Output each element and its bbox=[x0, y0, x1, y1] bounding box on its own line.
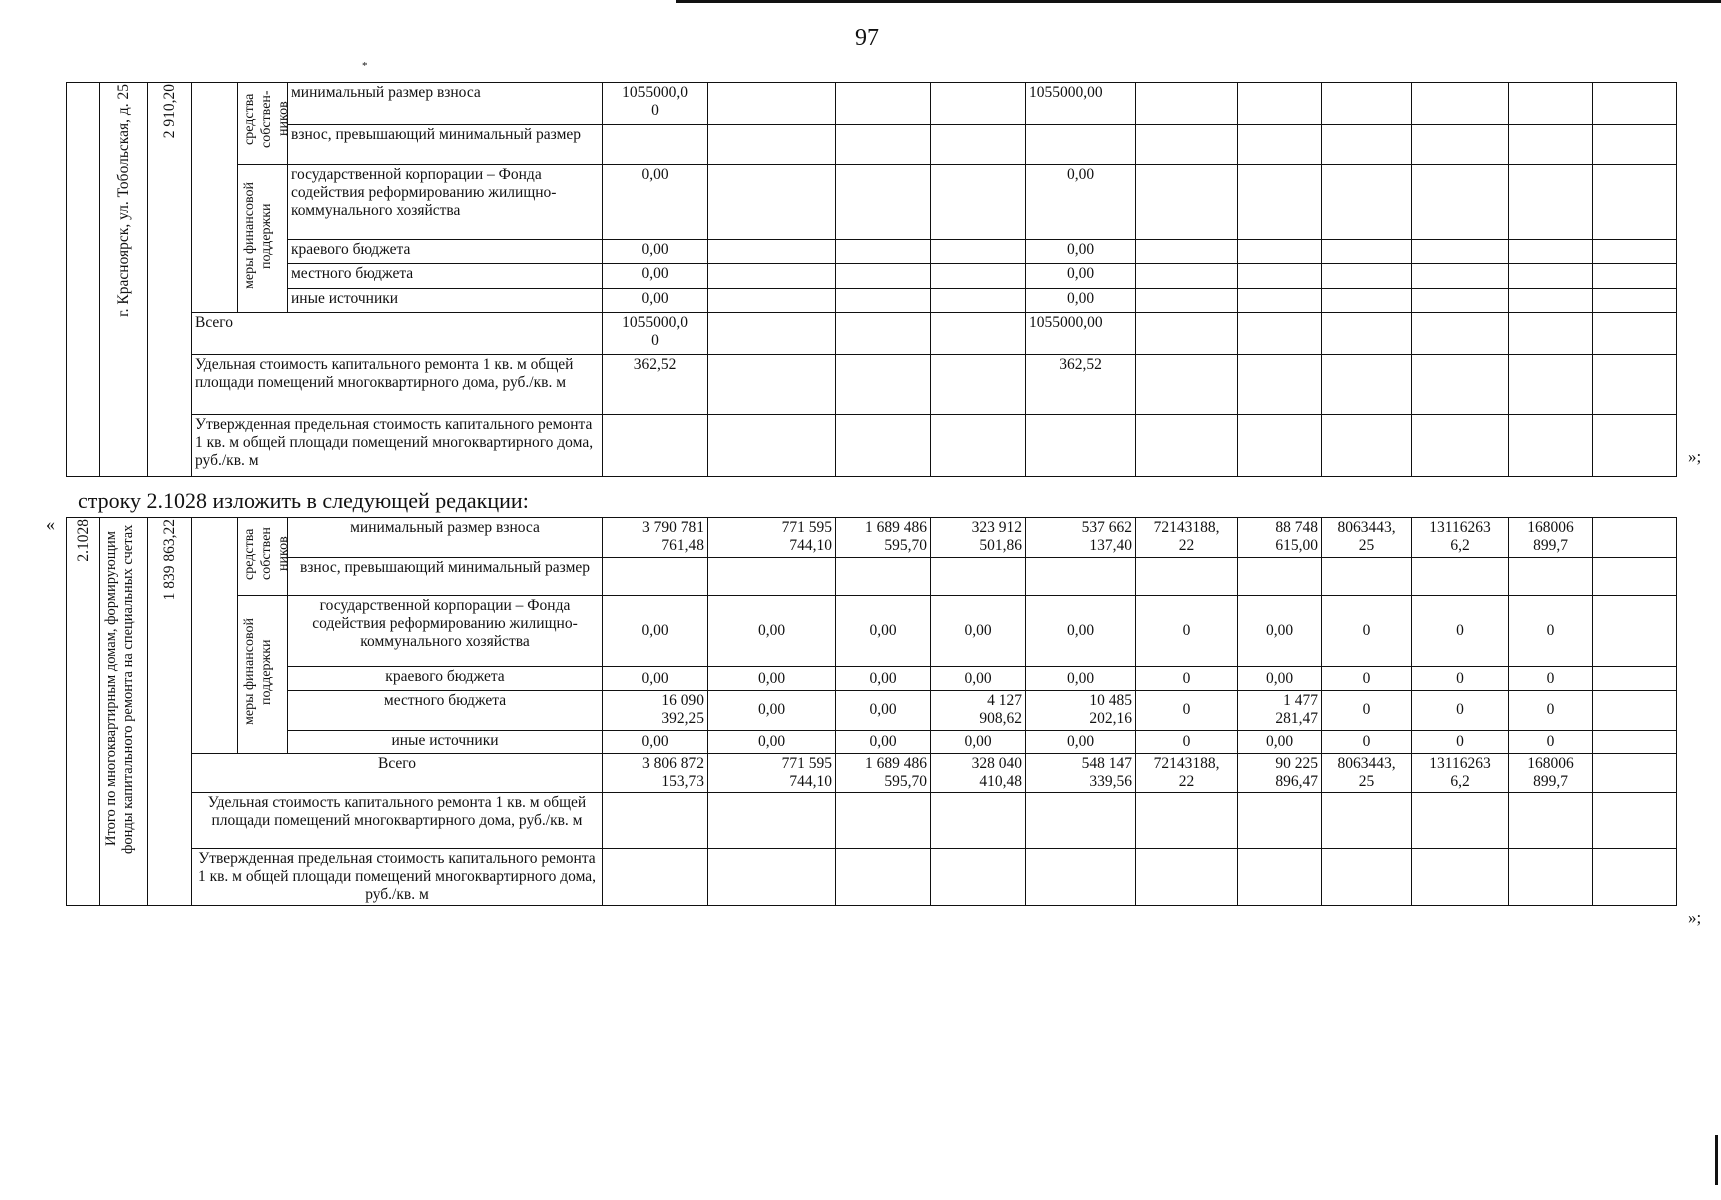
value-cell bbox=[708, 125, 836, 165]
value-cell: 328 040 410,48 bbox=[931, 754, 1026, 793]
value-cell bbox=[1412, 849, 1509, 906]
value-cell bbox=[1322, 415, 1412, 477]
value-cell bbox=[1136, 557, 1238, 596]
value-cell bbox=[1593, 288, 1677, 313]
value-cell: 0,00 bbox=[931, 596, 1026, 667]
value-cell bbox=[1238, 415, 1322, 477]
value-cell bbox=[1238, 793, 1322, 849]
value-cell: 0,00 bbox=[1026, 730, 1136, 753]
closing-quote: »; bbox=[1688, 908, 1702, 927]
value-cell bbox=[1509, 239, 1593, 263]
value-cell bbox=[1593, 596, 1677, 667]
value-cell: 168006 899,7 bbox=[1509, 754, 1593, 793]
row-number-text: 2.1028 bbox=[74, 519, 92, 562]
value-cell bbox=[1136, 264, 1238, 288]
label-min-fee: минимальный размер взноса bbox=[288, 518, 603, 558]
value-cell bbox=[1136, 313, 1238, 355]
title-text: Итого по многоквартирным домам, формирующим фонды капитального ремонта на специальных счетах bbox=[103, 524, 136, 854]
area-text: 1 839 863,22 bbox=[161, 519, 178, 601]
value-cell bbox=[1412, 264, 1509, 288]
value-cell bbox=[1593, 754, 1677, 793]
amendment-instruction: строку 2.1028 изложить в следующей редакции: bbox=[78, 488, 529, 513]
value-cell: 3 806 872 153,73 bbox=[603, 754, 708, 793]
value-cell: 0 bbox=[1509, 596, 1593, 667]
value-cell: 0,00 bbox=[603, 165, 708, 240]
value-cell bbox=[1593, 355, 1677, 415]
value-cell bbox=[1412, 83, 1509, 125]
value-cell bbox=[603, 793, 708, 849]
value-cell: 0,00 bbox=[1238, 730, 1322, 753]
value-cell bbox=[931, 793, 1026, 849]
value-cell bbox=[836, 83, 931, 125]
value-cell: 0,00 bbox=[1026, 667, 1136, 690]
value-cell: 0,00 bbox=[603, 288, 708, 313]
value-cell: 0,00 bbox=[1026, 239, 1136, 263]
value-cell bbox=[1593, 264, 1677, 288]
value-cell: 0,00 bbox=[708, 667, 836, 690]
value-cell bbox=[1238, 264, 1322, 288]
value-cell bbox=[708, 557, 836, 596]
group-spacer bbox=[192, 518, 238, 754]
value-cell bbox=[1509, 288, 1593, 313]
value-cell: 10 485 202,16 bbox=[1026, 690, 1136, 730]
value-cell bbox=[1412, 125, 1509, 165]
value-cell bbox=[931, 415, 1026, 477]
value-cell bbox=[1136, 239, 1238, 263]
top-mark: * bbox=[362, 60, 368, 72]
value-cell bbox=[1238, 165, 1322, 240]
value-cell bbox=[1026, 415, 1136, 477]
value-cell: 0 bbox=[1136, 730, 1238, 753]
value-cell bbox=[1509, 793, 1593, 849]
value-cell bbox=[1238, 239, 1322, 263]
value-cell bbox=[836, 313, 931, 355]
address-cell bbox=[100, 83, 148, 477]
value-cell bbox=[931, 239, 1026, 263]
label-regional: краевого бюджета bbox=[288, 239, 603, 263]
value-cell: 362,52 bbox=[603, 355, 708, 415]
value-cell: 1 477 281,47 bbox=[1238, 690, 1322, 730]
value-cell bbox=[1026, 793, 1136, 849]
value-cell bbox=[603, 125, 708, 165]
value-cell bbox=[836, 355, 931, 415]
value-cell: 72143188, 22 bbox=[1136, 754, 1238, 793]
value-cell: 16 090 392,25 bbox=[603, 690, 708, 730]
value-cell: 0 bbox=[1322, 667, 1412, 690]
value-cell bbox=[1322, 288, 1412, 313]
house-table bbox=[66, 82, 1677, 477]
group-owners-cell bbox=[238, 518, 291, 596]
value-cell bbox=[1026, 557, 1136, 596]
title-cell bbox=[100, 518, 148, 906]
value-cell bbox=[931, 557, 1026, 596]
value-cell: 548 147 339,56 bbox=[1026, 754, 1136, 793]
value-cell bbox=[836, 849, 931, 906]
value-cell bbox=[931, 83, 1026, 125]
label-limit-cost: Утвержденная предельная стоимость капитального ремонта 1 кв. м общей площади помещений многоквартирного дома, руб./кв. м bbox=[192, 849, 603, 906]
value-cell bbox=[836, 415, 931, 477]
value-cell bbox=[836, 264, 931, 288]
area-text: 2 910,20 bbox=[161, 84, 178, 139]
value-cell: 0 bbox=[1412, 690, 1509, 730]
label-min-fee: минимальный размер взноса bbox=[288, 83, 603, 125]
value-cell: 8063443, 25 bbox=[1322, 754, 1412, 793]
value-cell bbox=[1412, 793, 1509, 849]
group-owners-text: средства собствен ников bbox=[242, 527, 291, 581]
value-cell bbox=[1509, 557, 1593, 596]
value-cell bbox=[1412, 165, 1509, 240]
value-cell: 1055000,00 bbox=[1026, 83, 1136, 125]
group-support-text: меры финансовой поддержки bbox=[242, 182, 274, 290]
value-cell bbox=[1136, 415, 1238, 477]
value-cell: 771 595 744,10 bbox=[708, 754, 836, 793]
value-cell: 0,00 bbox=[708, 730, 836, 753]
value-cell: 0,00 bbox=[603, 596, 708, 667]
group-owners-text: средства собствен-ников bbox=[242, 90, 291, 148]
label-other: иные источники bbox=[288, 730, 603, 753]
value-cell: 771 595 744,10 bbox=[708, 518, 836, 558]
value-cell: 1 689 486 595,70 bbox=[836, 518, 931, 558]
value-cell bbox=[836, 165, 931, 240]
value-cell bbox=[708, 355, 836, 415]
value-cell bbox=[1412, 355, 1509, 415]
value-cell bbox=[931, 849, 1026, 906]
value-cell: 0,00 bbox=[836, 667, 931, 690]
page-number: 97 bbox=[855, 25, 879, 51]
value-cell bbox=[1238, 355, 1322, 415]
value-cell bbox=[1322, 849, 1412, 906]
top-rule bbox=[676, 0, 1721, 3]
value-cell: 0 bbox=[1136, 596, 1238, 667]
value-cell: 13116263 6,2 bbox=[1412, 518, 1509, 558]
value-cell: 0,00 bbox=[708, 596, 836, 667]
value-cell: 1 689 486 595,70 bbox=[836, 754, 931, 793]
value-cell bbox=[931, 165, 1026, 240]
value-cell bbox=[1322, 313, 1412, 355]
label-unit-cost: Удельная стоимость капитального ремонта 1 кв. м общей площади помещений многоквартирного дома, руб./кв. м bbox=[192, 355, 603, 415]
group-spacer bbox=[192, 83, 238, 313]
value-cell: 1055000,00 bbox=[1026, 313, 1136, 355]
value-cell bbox=[1412, 557, 1509, 596]
value-cell bbox=[931, 288, 1026, 313]
value-cell: 0 bbox=[1136, 690, 1238, 730]
value-cell: 90 225 896,47 bbox=[1238, 754, 1322, 793]
label-fund: государственной корпорации – Фонда содействия реформированию жилищно-коммунального хозяйства bbox=[288, 596, 603, 667]
value-cell bbox=[708, 288, 836, 313]
value-cell bbox=[1593, 518, 1677, 558]
value-cell bbox=[1509, 415, 1593, 477]
group-support-cell bbox=[238, 596, 288, 754]
value-cell: 0 bbox=[1322, 596, 1412, 667]
value-cell bbox=[1593, 239, 1677, 263]
value-cell: 0,00 bbox=[1026, 288, 1136, 313]
value-cell bbox=[603, 557, 708, 596]
value-cell: 3 790 781 761,48 bbox=[603, 518, 708, 558]
label-limit-cost: Утвержденная предельная стоимость капитального ремонта 1 кв. м общей площади помещений многоквартирного дома, руб./кв. м bbox=[192, 415, 603, 477]
value-cell bbox=[1322, 83, 1412, 125]
value-cell: 0,00 bbox=[603, 730, 708, 753]
value-cell bbox=[1136, 288, 1238, 313]
value-cell bbox=[1412, 313, 1509, 355]
group-support-cell bbox=[238, 165, 288, 313]
value-cell: 0,00 bbox=[603, 667, 708, 690]
row-number-cell bbox=[67, 518, 100, 906]
label-fund: государственной корпорации – Фонда содействия реформированию жилищно-коммунального хозяйства bbox=[288, 165, 603, 240]
address-text: г. Красноярск, ул. Тобольская, д. 25 bbox=[115, 84, 132, 317]
value-cell bbox=[1136, 83, 1238, 125]
edge-mark bbox=[1715, 1135, 1718, 1185]
group-owners-cell bbox=[238, 83, 291, 165]
value-cell: 0,00 bbox=[836, 730, 931, 753]
value-cell bbox=[1412, 415, 1509, 477]
value-cell bbox=[836, 793, 931, 849]
value-cell bbox=[1322, 793, 1412, 849]
value-cell bbox=[931, 355, 1026, 415]
value-cell bbox=[931, 313, 1026, 355]
value-cell: 13116263 6,2 bbox=[1412, 754, 1509, 793]
value-cell bbox=[1509, 165, 1593, 240]
label-local: местного бюджета bbox=[288, 690, 603, 730]
value-cell bbox=[1593, 730, 1677, 753]
value-cell bbox=[931, 125, 1026, 165]
value-cell bbox=[708, 83, 836, 125]
area-cell bbox=[148, 83, 192, 477]
value-cell: 0 bbox=[1509, 730, 1593, 753]
label-over-fee: взнос, превышающий минимальный размер bbox=[288, 557, 603, 596]
value-cell bbox=[1322, 125, 1412, 165]
label-over-fee: взнос, превышающий минимальный размер bbox=[288, 125, 603, 165]
value-cell bbox=[708, 239, 836, 263]
value-cell: 0 bbox=[1136, 667, 1238, 690]
value-cell bbox=[1593, 793, 1677, 849]
value-cell bbox=[603, 849, 708, 906]
label-other: иные источники bbox=[288, 288, 603, 313]
value-cell: 0 bbox=[1412, 667, 1509, 690]
value-cell: 0,00 bbox=[1238, 596, 1322, 667]
value-cell bbox=[1509, 313, 1593, 355]
value-cell bbox=[1136, 793, 1238, 849]
value-cell: 362,52 bbox=[1026, 355, 1136, 415]
value-cell bbox=[708, 849, 836, 906]
value-cell: 88 748 615,00 bbox=[1238, 518, 1322, 558]
value-cell: 8063443, 25 bbox=[1322, 518, 1412, 558]
opening-quote: « bbox=[46, 514, 55, 534]
value-cell bbox=[1026, 849, 1136, 906]
value-cell: 323 912 501,86 bbox=[931, 518, 1026, 558]
value-cell: 72143188, 22 bbox=[1136, 518, 1238, 558]
value-cell bbox=[1322, 264, 1412, 288]
value-cell bbox=[708, 165, 836, 240]
value-cell bbox=[1136, 849, 1238, 906]
value-cell: 0 bbox=[1412, 730, 1509, 753]
value-cell bbox=[1412, 288, 1509, 313]
value-cell bbox=[1593, 667, 1677, 690]
value-cell bbox=[1238, 849, 1322, 906]
label-total: Всего bbox=[192, 313, 603, 355]
value-cell bbox=[836, 288, 931, 313]
value-cell: 4 127 908,62 bbox=[931, 690, 1026, 730]
group-support-text: меры финансовой поддержки bbox=[242, 618, 274, 726]
value-cell: 1055000,0 0 bbox=[603, 313, 708, 355]
value-cell bbox=[1509, 264, 1593, 288]
label-unit-cost: Удельная стоимость капитального ремонта 1 кв. м общей площади помещений многоквартирного дома, руб./кв. м bbox=[192, 793, 603, 849]
closing-quote: »; bbox=[1688, 447, 1702, 466]
value-cell bbox=[708, 313, 836, 355]
value-cell bbox=[1322, 165, 1412, 240]
row-number-cell bbox=[67, 83, 100, 477]
value-cell bbox=[1593, 690, 1677, 730]
label-regional: краевого бюджета bbox=[288, 667, 603, 690]
value-cell: 0,00 bbox=[931, 730, 1026, 753]
value-cell bbox=[708, 415, 836, 477]
value-cell: 0 bbox=[1322, 730, 1412, 753]
value-cell bbox=[836, 557, 931, 596]
value-cell: 0,00 bbox=[1026, 264, 1136, 288]
value-cell bbox=[1509, 125, 1593, 165]
value-cell bbox=[1238, 83, 1322, 125]
value-cell bbox=[1238, 557, 1322, 596]
value-cell: 0,00 bbox=[1026, 596, 1136, 667]
value-cell bbox=[836, 239, 931, 263]
value-cell: 0,00 bbox=[836, 596, 931, 667]
value-cell bbox=[1593, 313, 1677, 355]
value-cell bbox=[1593, 125, 1677, 165]
value-cell: 0 bbox=[1322, 690, 1412, 730]
area-cell bbox=[148, 518, 192, 906]
value-cell bbox=[1238, 313, 1322, 355]
value-cell bbox=[1593, 83, 1677, 125]
value-cell bbox=[1136, 165, 1238, 240]
value-cell bbox=[1322, 355, 1412, 415]
value-cell bbox=[1509, 355, 1593, 415]
value-cell bbox=[1238, 288, 1322, 313]
value-cell bbox=[1593, 557, 1677, 596]
value-cell: 0,00 bbox=[1026, 165, 1136, 240]
value-cell bbox=[1593, 415, 1677, 477]
value-cell: 0 bbox=[1509, 690, 1593, 730]
label-local: местного бюджета bbox=[288, 264, 603, 288]
value-cell bbox=[836, 125, 931, 165]
value-cell: 0,00 bbox=[1238, 667, 1322, 690]
totals-table bbox=[66, 517, 1677, 906]
value-cell: 0,00 bbox=[931, 667, 1026, 690]
value-cell: 0,00 bbox=[603, 239, 708, 263]
value-cell bbox=[1026, 125, 1136, 165]
value-cell bbox=[708, 264, 836, 288]
value-cell bbox=[1509, 83, 1593, 125]
value-cell bbox=[1412, 239, 1509, 263]
value-cell: 0,00 bbox=[836, 690, 931, 730]
value-cell bbox=[1593, 165, 1677, 240]
value-cell bbox=[708, 793, 836, 849]
value-cell bbox=[1238, 125, 1322, 165]
value-cell: 1055000,0 0 bbox=[603, 83, 708, 125]
value-cell: 0 bbox=[1412, 596, 1509, 667]
value-cell bbox=[1322, 239, 1412, 263]
value-cell bbox=[1593, 849, 1677, 906]
value-cell: 0,00 bbox=[603, 264, 708, 288]
value-cell bbox=[1136, 125, 1238, 165]
value-cell: 537 662 137,40 bbox=[1026, 518, 1136, 558]
value-cell: 0,00 bbox=[708, 690, 836, 730]
value-cell bbox=[1136, 355, 1238, 415]
value-cell bbox=[1509, 849, 1593, 906]
value-cell bbox=[931, 264, 1026, 288]
value-cell: 0 bbox=[1509, 667, 1593, 690]
value-cell bbox=[1322, 557, 1412, 596]
label-total: Всего bbox=[192, 754, 603, 793]
value-cell: 168006 899,7 bbox=[1509, 518, 1593, 558]
value-cell bbox=[603, 415, 708, 477]
